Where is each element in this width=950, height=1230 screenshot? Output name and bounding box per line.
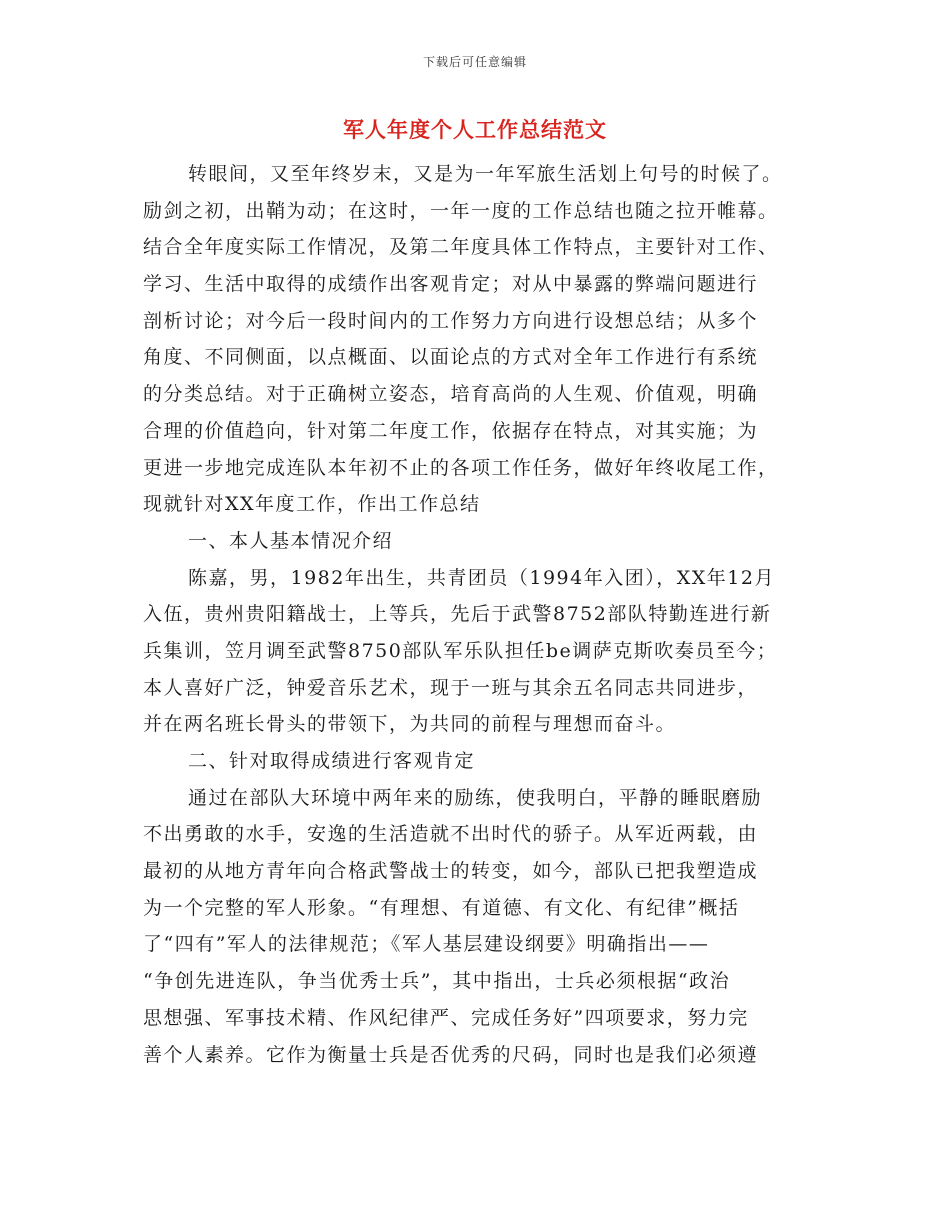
body-line: 学习、生活中取得的成绩作出客观肯定；对从中暴露的弊端问题进行 — [143, 273, 759, 296]
body-line: 陈嘉，男，1982年出生，共青团员（1994年入团），XX年12月 — [188, 566, 775, 589]
body-line: 兵集训，笠月调至武警8750部队军乐队担任be调萨克斯吹奏员至今； — [143, 639, 778, 662]
body-line: 角度、不同侧面，以点概面、以面论点的方式对全年工作进行有系统 — [143, 346, 759, 369]
body-line: 的分类总结。对于正确树立姿态，培育高尚的人生观、价值观，明确 — [143, 383, 759, 406]
body-line: 并在两名班长骨头的带领下，为共同的前程与理想而奋斗。 — [143, 713, 677, 736]
body-line: 更进一步地完成连队本年初不止的各项工作任务，做好年终收尾工作， — [143, 456, 779, 479]
body-line: 结合全年度实际工作情况，及第二年度具体工作特点，主要针对工作、 — [143, 236, 779, 259]
body-line: 通过在部队大环境中两年来的励练，使我明白，平静的睡眠磨励 — [188, 786, 763, 809]
body-line: 不出勇敢的水手，安逸的生活造就不出时代的骄子。从军近两载，由 — [143, 823, 759, 846]
body-line: 现就针对XX年度工作，作出工作总结 — [143, 493, 481, 516]
header-note: 下载后可任意编辑 — [422, 55, 527, 69]
body-line: 合理的价值趋向，针对第二年度工作，依据存在特点，对其实施；为 — [143, 419, 759, 442]
body-line: 最初的从地方青年向合格武警战士的转变，如今，部队已把我塑造成 — [143, 860, 759, 883]
body-line: 了“四有”军人的法律规范；《军人基层建设纲要》明确指出—— — [143, 933, 710, 956]
body-line: 入伍，贵州贵阳籍战士，上等兵，先后于武警8752部队特勤连进行新 — [143, 603, 772, 626]
document-body — [143, 156, 813, 1073]
section-heading: 一、本人基本情况介绍 — [188, 529, 394, 552]
body-line: 转眼间，又至年终岁末，又是为一年军旅生活划上句号的时候了。 — [188, 163, 783, 185]
body-line: 思想强、军事技术精、作风纪律严、完成任务好”四项要求，努力完 — [143, 1006, 749, 1029]
body-line: 剖析讨论；对今后一段时间内的工作努力方向进行设想总结；从多个 — [143, 309, 759, 332]
document-title: 军人年度个人工作总结范文 — [343, 117, 607, 142]
body-line: 为一个完整的军人形象。“有理想、有道德、有文化、有纪律”概括 — [143, 896, 740, 919]
body-line: 励剑之初，出鞘为动；在这时，一年一度的工作总结也随之拉开帷幕。 — [143, 199, 779, 222]
body-line: “争创先进连队，争当优秀士兵”，其中指出，士兵必须根据“政治 — [143, 970, 731, 993]
body-line: 善个人素养。它作为衡量士兵是否优秀的尺码，同时也是我们必须遵 — [143, 1043, 759, 1066]
body-line: 本人喜好广泛，钟爱音乐艺术，现于一班与其余五名同志共同进步， — [143, 676, 759, 699]
section-heading: 二、针对取得成绩进行客观肯定 — [188, 750, 476, 772]
